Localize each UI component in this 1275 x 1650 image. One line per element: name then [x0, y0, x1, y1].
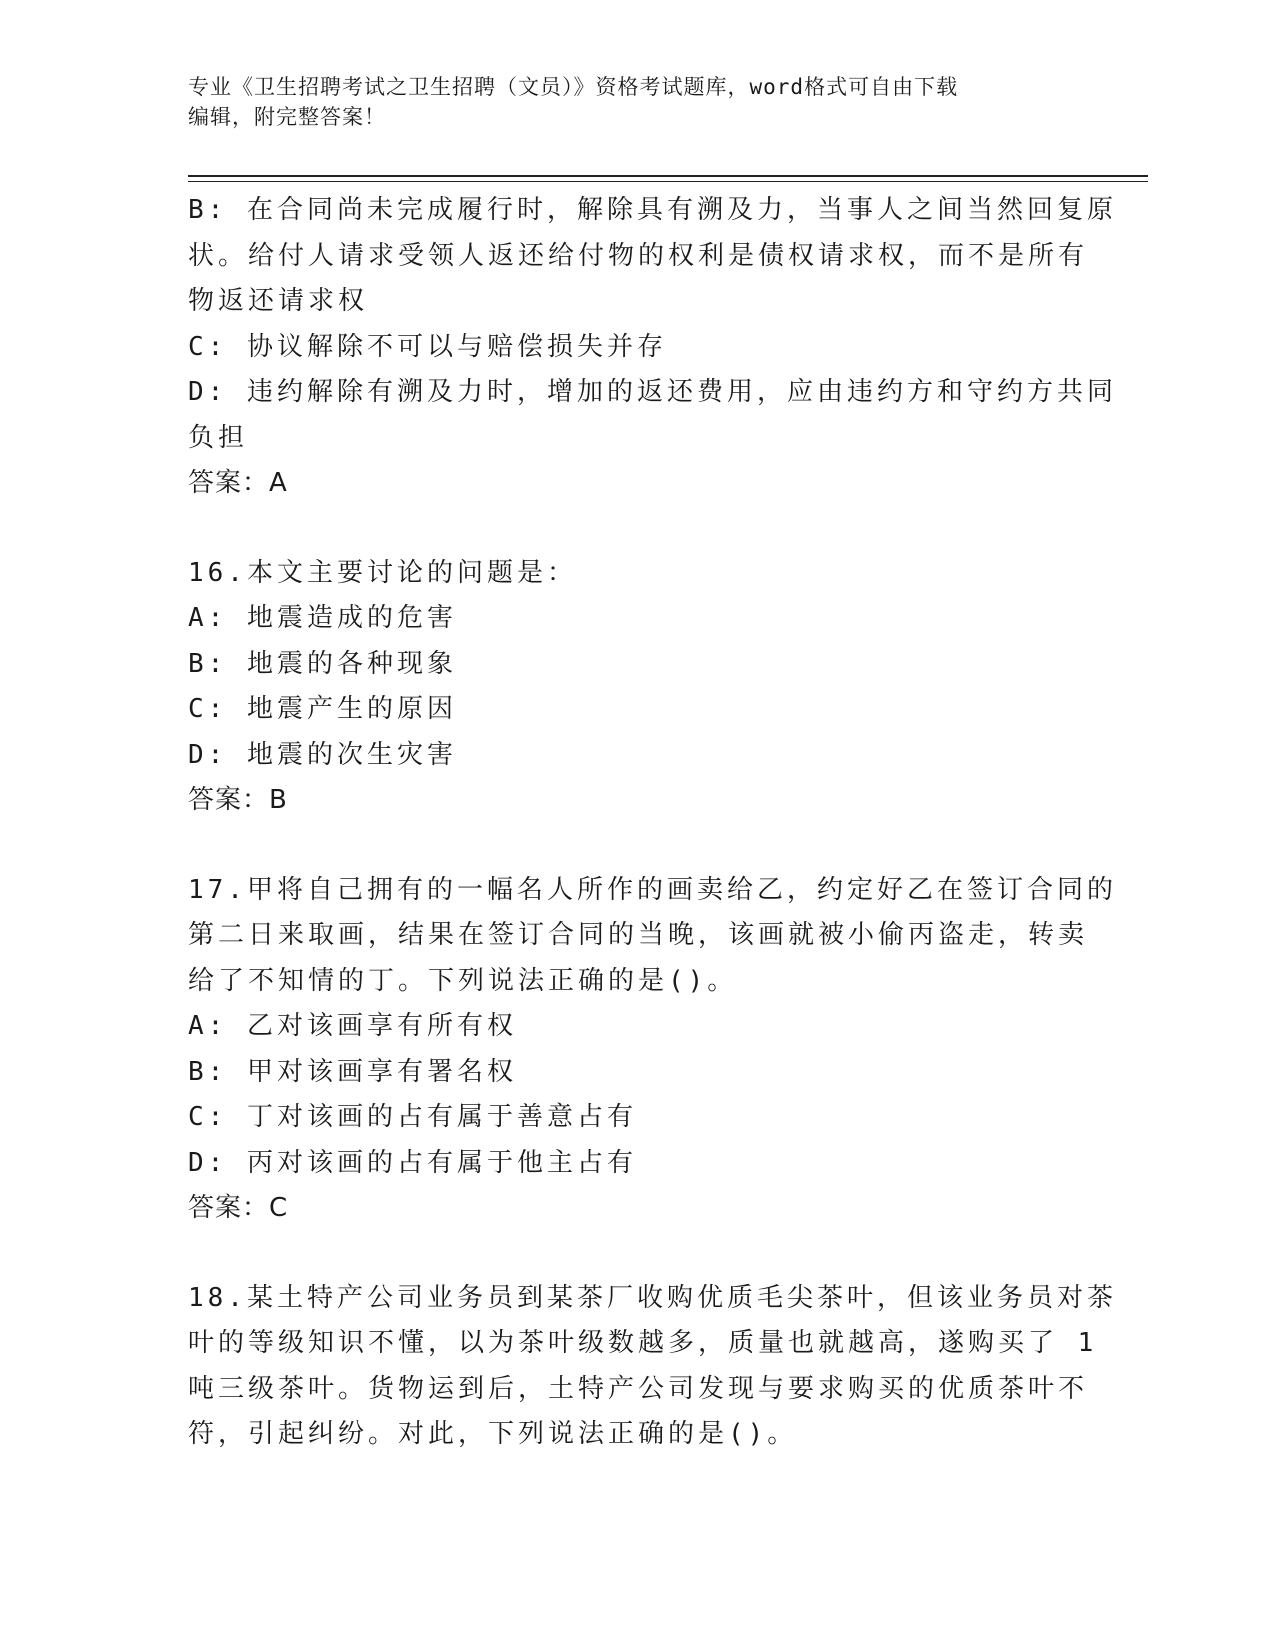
spacer — [188, 824, 1088, 868]
question-18-stem-line-2: 叶的等级知识不懂，以为茶叶级数越多，质量也就越高，遂购买了 1 — [188, 1328, 1098, 1358]
spacer — [188, 1232, 1088, 1276]
option-b-line-3: 物返还请求权 — [188, 286, 369, 316]
header-line-2: 编辑，附完整答案！ — [188, 105, 386, 129]
question-18-stem-line-3: 吨三级茶叶。货物运到后，土特产公司发现与要求购买的优质茶叶不 — [188, 1373, 1089, 1404]
question-17-stem-line-3: 给了不知情的丁。下列说法正确的是()。 — [188, 965, 738, 996]
answer-16: 答案：B — [188, 785, 288, 815]
option-b: B: 地震的各种现象 — [188, 648, 457, 679]
header-divider-thin — [188, 181, 1148, 182]
header-divider-thick — [188, 175, 1148, 177]
document-header — [188, 72, 1088, 132]
question-18-stem-line-4: 符，引起纠纷。对此，下列说法正确的是()。 — [188, 1419, 798, 1449]
option-d: D: 丙对该画的占有属于他主占有 — [188, 1147, 637, 1178]
question-18-stem-line-1: 18.某土特产公司业务员到某茶厂收购优质毛尖茶叶，但该业务员对茶 — [188, 1282, 1117, 1313]
option-c: C: 协议解除不可以与赔偿损失并存 — [188, 331, 667, 362]
option-d-line-2: 负担 — [188, 422, 249, 453]
question-block-15 — [188, 188, 1117, 507]
question-block-16 — [188, 551, 1088, 824]
option-c: C: 丁对该画的占有属于善意占有 — [188, 1102, 637, 1132]
option-c: C: 地震产生的原因 — [188, 694, 457, 724]
question-block-18 — [188, 1276, 1117, 1458]
option-b: B: 甲对该画享有署名权 — [188, 1056, 517, 1087]
spacer — [188, 507, 1088, 551]
answer-17: 答案：C — [188, 1193, 289, 1223]
question-17-stem-line-2: 第二日来取画，结果在签订合同的当晚，该画就被小偷丙盗走，转卖 — [188, 920, 1089, 950]
option-a: A: 乙对该画享有所有权 — [188, 1011, 517, 1041]
option-d: D: 地震的次生灾害 — [188, 739, 457, 770]
question-content — [188, 188, 1117, 1458]
option-b-line-1: B: 在合同尚未完成履行时，解除具有溯及力，当事人之间当然回复原 — [188, 195, 1117, 225]
option-d-line-1: D: 违约解除有溯及力时，增加的返还费用，应由违约方和守约方共同 — [188, 377, 1117, 407]
question-16-stem: 16.本文主要讨论的问题是： — [188, 557, 577, 588]
header-line-1: 专业《卫生招聘考试之卫生招聘（文员）》资格考试题库，word格式可自由下载 — [188, 75, 959, 99]
option-a: A: 地震造成的危害 — [188, 603, 457, 633]
question-17-stem-line-1: 17.甲将自己拥有的一幅名人所作的画卖给乙，约定好乙在签订合同的 — [188, 874, 1117, 905]
option-b-line-2: 状。给付人请求受领人返还给付物的权利是债权请求权，而不是所有 — [188, 240, 1089, 271]
answer-15: 答案：A — [188, 468, 288, 498]
question-block-17 — [188, 868, 1117, 1232]
